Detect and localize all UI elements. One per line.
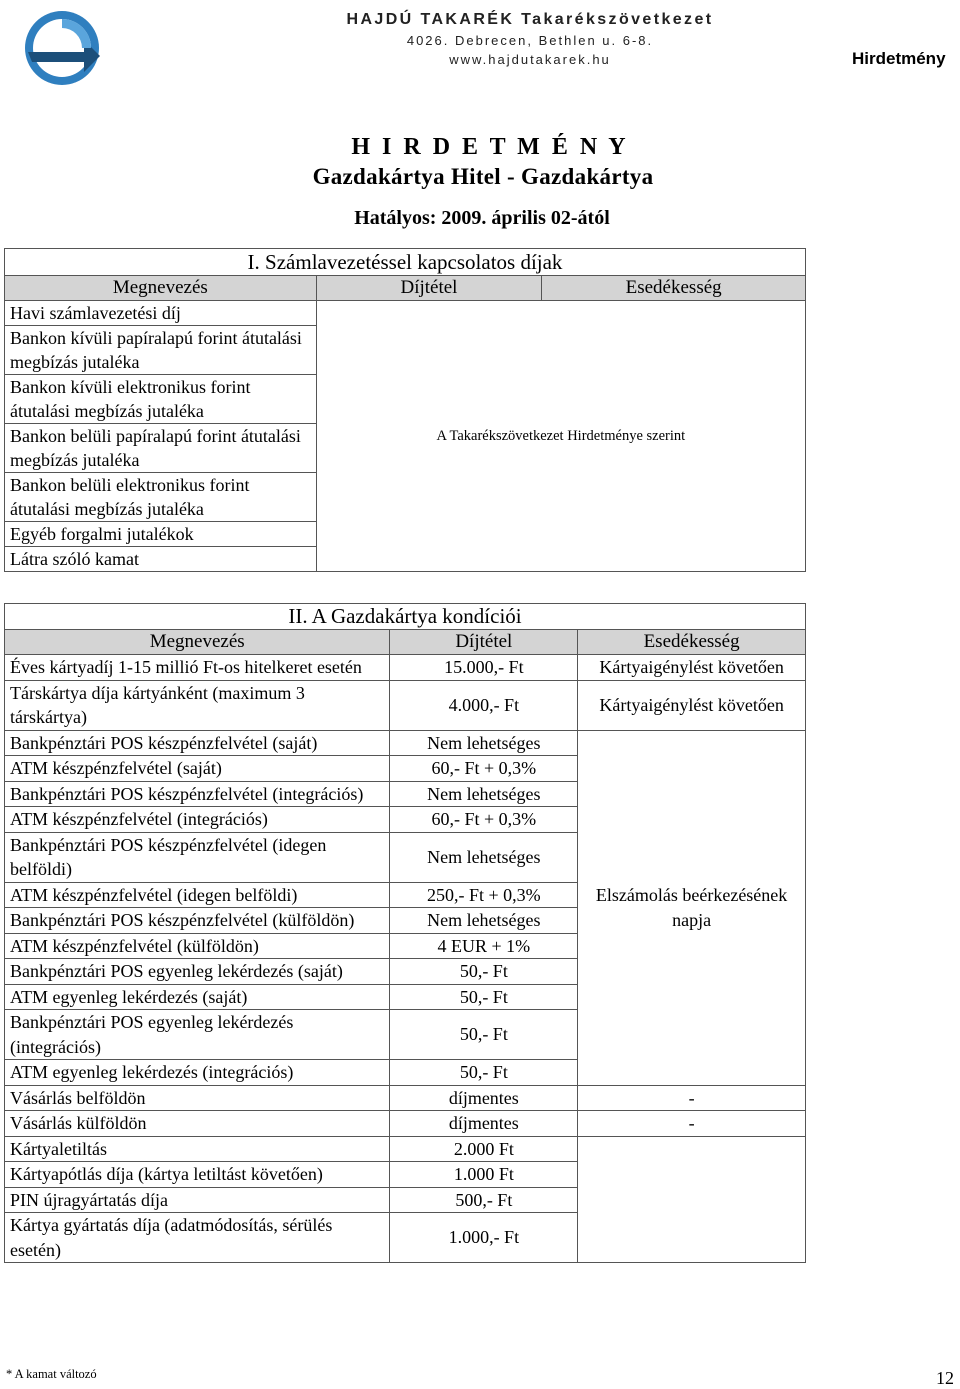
table-cell: Kártyapótlás díja (kártya letiltást követően) xyxy=(5,1162,390,1188)
section-title: II. A Gazdakártya kondíciói xyxy=(5,604,806,630)
table-cell: Nem lehetséges xyxy=(390,832,578,882)
table-cell: Bankpénztári POS egyenleg lekérdezés (saját) xyxy=(5,959,390,985)
table-cell: ATM egyenleg lekérdezés (integrációs) xyxy=(5,1060,390,1086)
page-number: 12 xyxy=(936,1368,954,1388)
column-header: Esedékesség xyxy=(542,276,806,301)
org-address: 4026. Debrecen, Bethlen u. 6-8. xyxy=(406,33,654,48)
table-cell: ATM készpénzfelvétel (külföldön) xyxy=(5,933,390,959)
table-cell: 50,- Ft xyxy=(390,1010,578,1060)
table-cell: Kártya gyártatás díja (adatmódosítás, sérülés esetén) xyxy=(5,1213,390,1263)
table-cell: Nem lehetséges xyxy=(390,908,578,934)
card-conditions-table xyxy=(4,603,806,1263)
table-cell: Bankpénztári POS készpénzfelvétel (idegen belföldi) xyxy=(5,832,390,882)
org-name: HAJDÚ TAKARÉK Takarékszövetkezet xyxy=(346,11,714,28)
column-header: Megnevezés xyxy=(5,629,390,655)
table-cell: Nem lehetséges xyxy=(390,781,578,807)
column-header: Esedékesség xyxy=(578,629,806,655)
table-cell: - xyxy=(578,1085,806,1111)
table-cell: Bankpénztári POS készpénzfelvétel (külföldön) xyxy=(5,908,390,934)
table-cell: Bankon kívüli papíralapú forint átutalási megbízás jutaléka xyxy=(5,326,317,375)
column-header: Díjtétel xyxy=(390,629,578,655)
table-cell: Kártyaigénylést követően xyxy=(578,680,806,730)
table-cell: 50,- Ft xyxy=(390,984,578,1010)
column-header: Megnevezés xyxy=(5,276,317,301)
table-cell: Bankon kívüli elektronikus forint átutalási megbízás jutaléka xyxy=(5,375,317,424)
table-cell: Éves kártyadíj 1-15 millió Ft-os hitelkeret esetén xyxy=(5,655,390,681)
table-cell: díjmentes xyxy=(390,1085,578,1111)
table-cell: 60,- Ft + 0,3% xyxy=(390,756,578,782)
account-fees-table xyxy=(4,248,806,572)
table-cell: Bankpénztári POS készpénzfelvétel (saját) xyxy=(5,730,390,756)
table-cell: 15.000,- Ft xyxy=(390,655,578,681)
table-cell: Kártyaletiltás xyxy=(5,1136,390,1162)
table-cell: Bankpénztári POS készpénzfelvétel (integrációs) xyxy=(5,781,390,807)
empty-cell xyxy=(578,1136,806,1263)
table-cell: Nem lehetséges xyxy=(390,730,578,756)
page-subtitle: Gazdakártya Hitel - Gazdakártya xyxy=(312,164,654,189)
document-type-tag: Hirdetmény xyxy=(852,49,946,68)
table-cell: PIN újragyártatás díja xyxy=(5,1187,390,1213)
table-cell: 4 EUR + 1% xyxy=(390,933,578,959)
organization-header xyxy=(300,11,760,67)
column-header: Díjtétel xyxy=(316,276,542,301)
table-cell: 50,- Ft xyxy=(390,959,578,985)
page-title: H I R D E T M É N Y xyxy=(351,134,629,160)
table-cell: Társkártya díja kártyánként (maximum 3 társkártya) xyxy=(5,680,390,730)
table-cell: 4.000,- Ft xyxy=(390,680,578,730)
table-cell: díjmentes xyxy=(390,1111,578,1137)
table-cell: Látra szóló kamat xyxy=(5,547,317,572)
table-cell: - xyxy=(578,1111,806,1137)
table-cell: Vásárlás külföldön xyxy=(5,1111,390,1137)
table-cell: Bankon belüli papíralapú forint átutalási megbízás jutaléka xyxy=(5,424,317,473)
table-cell: 1.000,- Ft xyxy=(390,1213,578,1263)
table-cell: ATM egyenleg lekérdezés (saját) xyxy=(5,984,390,1010)
table-cell: Kártyaigénylést követően xyxy=(578,655,806,681)
table-cell: Bankon belüli elektronikus forint átutalási megbízás jutaléka xyxy=(5,473,317,522)
table-cell: Vásárlás belföldön xyxy=(5,1085,390,1111)
table-cell: 2.000 Ft xyxy=(390,1136,578,1162)
org-website: www.hajdutakarek.hu xyxy=(449,52,611,67)
footnote: * A kamat változó xyxy=(6,1367,97,1381)
table-cell: ATM készpénzfelvétel (integrációs) xyxy=(5,807,390,833)
table-cell: 60,- Ft + 0,3% xyxy=(390,807,578,833)
table-cell: Egyéb forgalmi jutalékok xyxy=(5,522,317,547)
merged-due-note: Elszámolás beérkezésének napja xyxy=(578,730,806,1085)
merged-fee-note: A Takarékszövetkezet Hirdetménye szerint xyxy=(316,301,805,572)
table-cell: Bankpénztári POS egyenleg lekérdezés (integrációs) xyxy=(5,1010,390,1060)
table-cell: Havi számlavezetési díj xyxy=(5,301,317,326)
company-logo xyxy=(22,8,102,88)
table-cell: 1.000 Ft xyxy=(390,1162,578,1188)
effective-date: Hatályos: 2009. április 02-ától xyxy=(354,207,610,229)
table-cell: 250,- Ft + 0,3% xyxy=(390,882,578,908)
table-cell: 50,- Ft xyxy=(390,1060,578,1086)
table-cell: ATM készpénzfelvétel (saját) xyxy=(5,756,390,782)
table-cell: ATM készpénzfelvétel (idegen belföldi) xyxy=(5,882,390,908)
table-cell: 500,- Ft xyxy=(390,1187,578,1213)
section-title: I. Számlavezetéssel kapcsolatos díjak xyxy=(5,249,806,276)
